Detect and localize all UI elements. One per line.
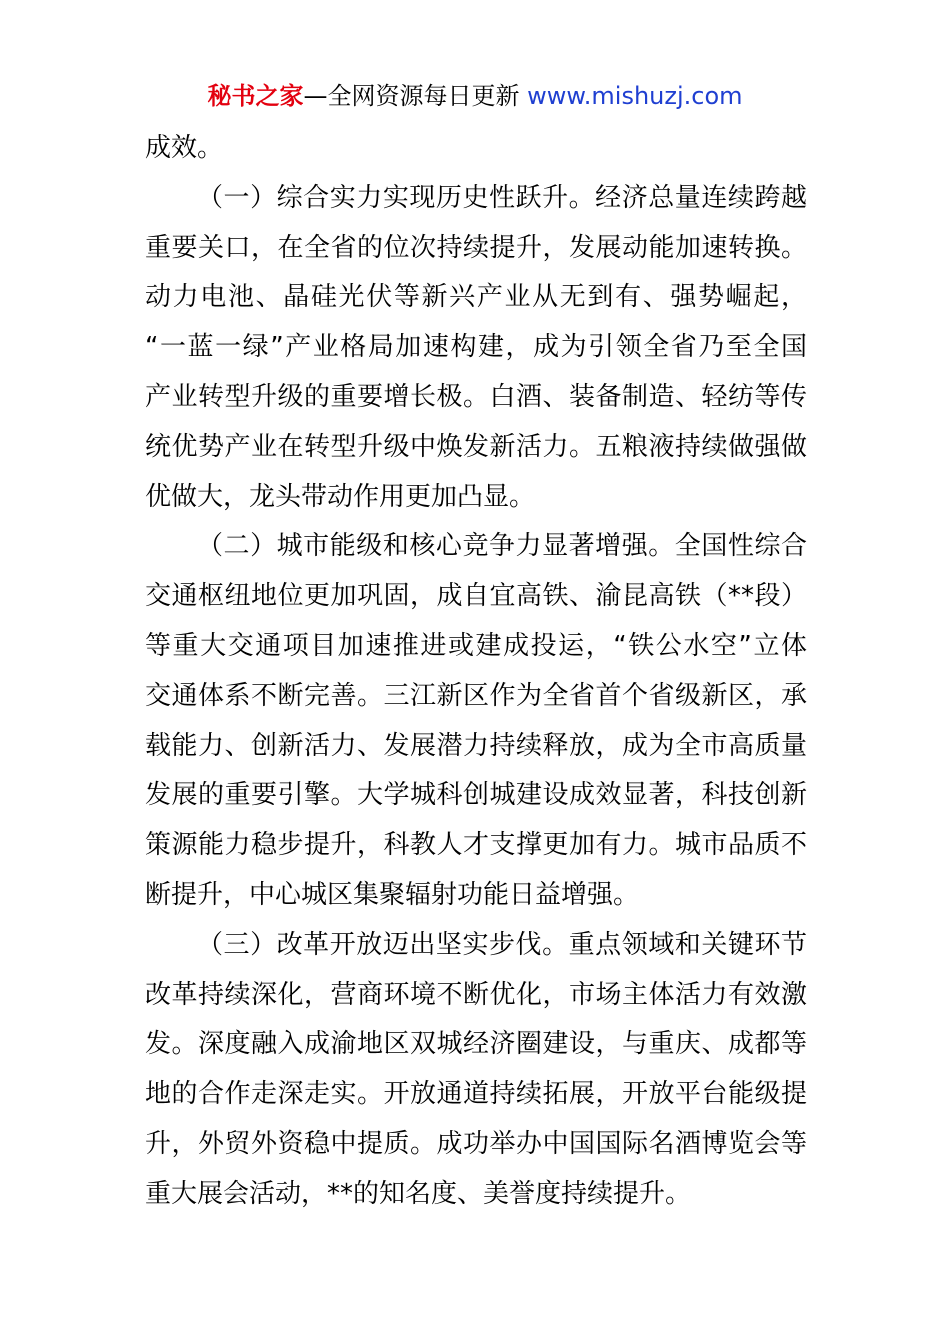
- text-line: 重大展会活动，**的知名度、美誉度持续提升。: [145, 1178, 692, 1209]
- text-line: 产业转型升级的重要增长极。白酒、装备制造、轻纺等传: [145, 381, 807, 412]
- text-line: “一蓝一绿”产业格局加速构建，成为引领全省乃至全国: [145, 332, 807, 363]
- paragraph-3-line: （三）改革开放迈出坚实步伐。重点领域和关键环节: [197, 929, 807, 960]
- text-line: 发展的重要引擎。大学城科创城建设成效显著，科技创新: [145, 780, 807, 811]
- text-line: 优做大，龙头带动作用更加凸显。: [145, 481, 536, 512]
- text-line: 改革持续深化，营商环境不断优化，市场主体活力有效激: [145, 979, 807, 1010]
- text-line: 动力电池、晶硅光伏等新兴产业从无到有、强势崛起，: [145, 282, 807, 313]
- text-line: 策源能力稳步提升，科教人才支撑更加有力。城市品质不: [145, 830, 807, 861]
- text-line: 等重大交通项目加速推进或建成投运，“铁公水空”立体: [145, 630, 807, 661]
- text-line: 载能力、创新活力、发展潜力持续释放，成为全市高质量: [145, 730, 807, 761]
- document-body: [145, 124, 807, 1220]
- text-line: 升，外贸外资稳中提质。成功举办中国国际名酒博览会等: [145, 1128, 807, 1159]
- text-line: 交通枢纽地位更加巩固，成自宜高铁、渝昆高铁（**段）: [145, 581, 807, 612]
- text-line: 统优势产业在转型升级中焕发新活力。五粮液持续做强做: [145, 431, 807, 462]
- text-line: 重要关口，在全省的位次持续提升，发展动能加速转换。: [145, 232, 807, 263]
- text-line: 成效。: [145, 133, 224, 163]
- header-site-link[interactable]: www.mishuzj.com: [527, 82, 743, 110]
- text-line: 断提升，中心城区集聚辐射功能日益增强。: [145, 879, 640, 910]
- text-line: 地的合作走深走实。开放通道持续拓展，开放平台能级提: [145, 1079, 807, 1110]
- text-line: 交通体系不断完善。三江新区作为全省首个省级新区，承: [145, 680, 807, 711]
- paragraph-1-line: （一）综合实力实现历史性跃升。经济总量连续跨越: [197, 182, 807, 213]
- header-tagline: —全网资源每日更新: [303, 82, 528, 110]
- page-header: [0, 79, 950, 113]
- header-brand: 秘书之家: [207, 82, 304, 110]
- text-line: 发。深度融入成渝地区双城经济圈建设，与重庆、成都等: [145, 1029, 807, 1060]
- paragraph-2-line: （二）城市能级和核心竞争力显著增强。全国性综合: [197, 531, 807, 562]
